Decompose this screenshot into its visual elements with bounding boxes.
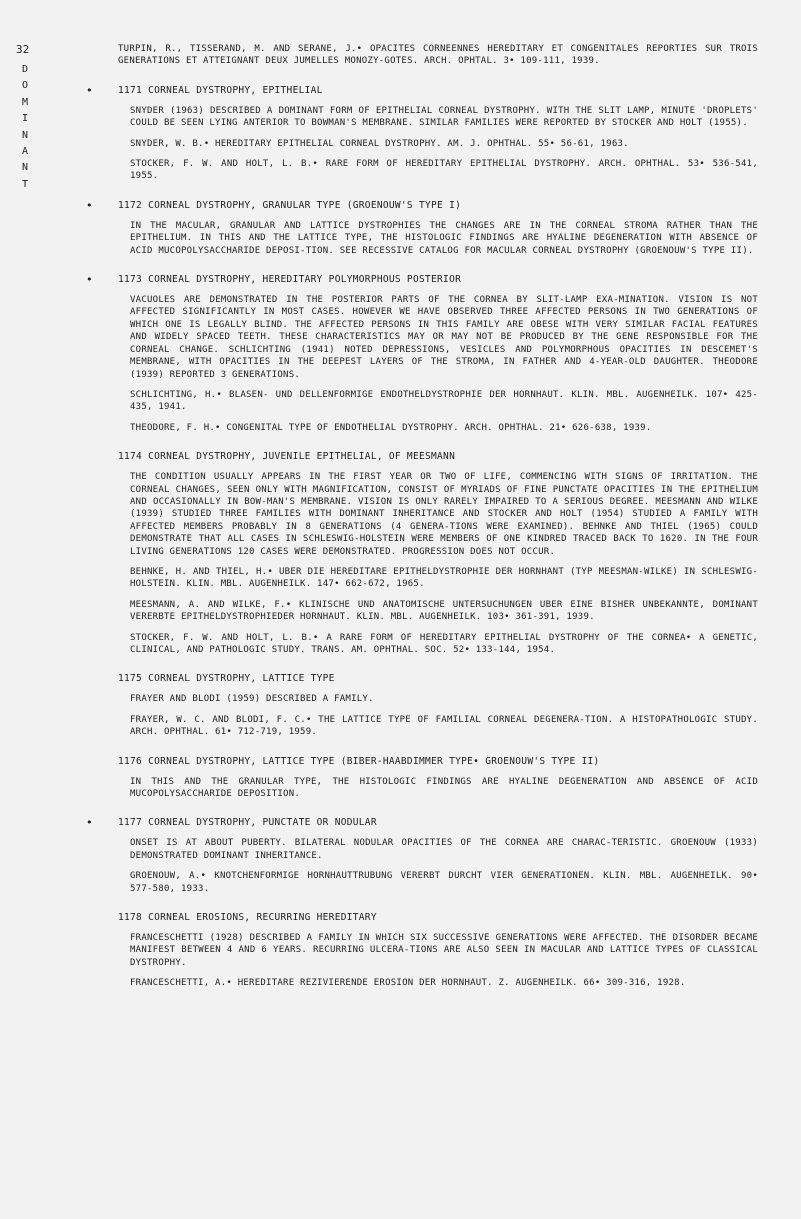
entry-description: VACUOLES ARE DEMONSTRATED IN THE POSTERIOR PARTS OF THE CORNEA BY SLIT-LAMP EXA-MINATION. VISION IS NOT AFFECTED SIGNIFICANTLY IN MOST CASES. HOWEVER WE HAVE OBSERVED THREE AFFECTED PERSONS IN TWO GENERATIONS OF WHICH ONE IS LEGALLY BLIND. THE AFFECTED PERSONS IN THIS FAMILY ARE OBESE WITH VERY SIMILAR FACIAL FEATURES AND WIDELY SPACED TEETH. THESE CHARACTERISTICS MAY OR MAY NOT BE PRODUCED BY THE GENE RESPONSIBLE FOR THE CORNEAL CHANGE. SCHLICHTING (1941) NOTED DEPRESSIONS, VESICLES AND POLYMORPHOUS OPACITIES IN DESCEMET'S MEMBRANE, WITH OPACITIES IN THE DEEPEST LAYERS OF THE STROMA, IN FATHER AND 4-YEAR-OLD DAUGHTER. THEODORE (1939) REPORTED 3 GENERATIONS. (130, 295, 758, 380)
page-number: 32 (16, 43, 30, 56)
entry-description: SNYDER (1963) DESCRIBED A DOMINANT FORM OF EPITHELIAL CORNEAL DYSTROPHY. WITH THE SLIT LAMP, MINUTE 'DROPLETS' COULD BE SEEN LYING ANTERIOR TO BOWMAN'S MEMBRANE. SIMILAR FAMILIES WERE REPORTED BY STOCKER AND HOLT (1955). (130, 105, 758, 129)
entry-description: THE CONDITION USUALLY APPEARS IN THE FIRST YEAR OR TWO OF LIFE, COMMENCING WITH SIGNS OF IRRITATION. THE CORNEAL CHANGES, SEEN ONLY WITH MAGNIFICATION, CONSIST OF MYRIADS OF FINE PUNCTATE OPACITIES IN THE EPITHELIUM AND OCCASIONALLY IN BOW-MAN'S MEMBRANE. VISION IS ONLY RARELY IMPAIRED TO A SERIOUS DEGREE. MEESMANN AND WILKE (1939) STUDIED THREE FAMILIES WITH DOMINANT INHERITANCE AND STOCKER AND HOLT (1954) STUDIED A FAMILY WITH AFFECTED MEMBERS PROBABLY IN 8 GENERATIONS (4 GENERA-TIONS WERE EXAMINED). BEHNKE AND THIEL (1965) COULD DEMONSTRATE THAT ALL CASES IN SCHLESWIG-HOLSTEIN WERE MEMBERS OF ONE KINDRED TRACED BACK TO 1620. IN THE FOUR LIVING GENERATIONS 120 CASES WERE DEMONSTRATED. PROGRESSION DOES NOT OCCUR. (130, 472, 758, 557)
entry-heading: 1172 CORNEAL DYSTROPHY, GRANULAR TYPE (GROENOUW'S TYPE I) (118, 199, 462, 211)
entry-heading: 1177 CORNEAL DYSTROPHY, PUNCTATE OR NODULAR (118, 817, 377, 829)
entry-reference: STOCKER, F. W. AND HOLT, L. B.• RARE FORM OF HEREDITARY EPITHELIAL DYSTROPHY. ARCH. OPHTHAL. 53• 536-541, 1955. (130, 159, 758, 182)
entry-description: ONSET IS AT ABOUT PUBERTY. BILATERAL NODULAR OPACITIES OF THE CORNEA ARE CHARAC-TERISTIC. GROENOUW (1933) DEMONSTRATED DOMINANT INHERITANCE. (130, 838, 758, 861)
side-letter: D (21, 64, 29, 75)
catalog-entries (86, 83, 758, 990)
entry-heading: 1176 CORNEAL DYSTROPHY, LATTICE TYPE (BIBER-HAABDIMMER TYPE• GROENOUW'S TYPE II) (118, 755, 600, 767)
entry-body (118, 220, 758, 257)
side-letter: A (21, 146, 29, 158)
entry-reference: FRANCESCHETTI, A.• HEREDITARE REZIVIERENDE EROSION DER HORNHAUT. Z. AUGENHEILK. 66• 309-316, 1928. (130, 978, 686, 989)
catalog-entry (86, 198, 758, 257)
catalog-entry (118, 672, 758, 738)
entry-heading: 1171 CORNEAL DYSTROPHY, EPITHELIAL (118, 84, 323, 96)
entry-marker: • (86, 198, 93, 212)
entry-reference: SCHLICHTING, H.• BLASEN- UND DELLENFORMIGE ENDOTHELDYSTROPHIE DER HORNHAUT. KLIN. MBL. AUGENHEILK. 107• 425-435, 1941. (130, 389, 758, 413)
entry-reference: BEHNKE, H. AND THIEL, H.• UBER DIE HEREDITARE EPITHELDYSTROPHIE DER HORNHANT (TYP MEESMAN-WILKE) IN SCHLESWIG-HOLSTEIN. KLIN. MBL. AUGENHEILK. 147• 662-672, 1965. (130, 566, 758, 590)
entry-reference: SNYDER, W. B.• HEREDITARY EPITHELIAL CORNEAL DYSTROPHY. AM. J. OPHTHAL. 55• 56-61, 1963. (130, 138, 629, 149)
entry-reference: STOCKER, F. W. AND HOLT, L. B.• A RARE FORM OF HEREDITARY EPITHELIAL DYSTROPHY OF THE CORNEA• A GENETIC, CLINICAL, AND PATHOLOGIC STUDY. TRANS. AM. OPHTHAL. SOC. 52• 133-144, 1954. (130, 632, 758, 655)
side-letter: O (21, 80, 29, 92)
entry-description: FRANCESCHETTI (1928) DESCRIBED A FAMILY IN WHICH SIX SUCCESSIVE GENERATIONS WERE AFFECTED. THE DISORDER BECAME MANIFEST BETWEEN 4 AND 6 YEARS. RECURRING ULCERA-TIONS ARE ALSO SEEN IN MACULAR AND LATTICE TYPES OF CLASSICAL DYSTROPHY. (130, 933, 758, 968)
side-letter: T (21, 178, 29, 190)
catalog-entry (86, 816, 758, 895)
entry-body (118, 294, 758, 434)
entry-reference: THEODORE, F. H.• CONGENITAL TYPE OF ENDOTHELIAL DYSTROPHY. ARCH. OPHTHAL. 21• 626-638, 1939. (130, 422, 652, 433)
entry-reference: GROENOUW, A.• KNOTCHENFORMIGE HORNHAUTTRUBUNG VERERBT DURCHT VIER GENERATIONEN. KLIN. MBL. AUGENHEILK. 90• 577-580, 1933. (130, 871, 758, 894)
entry-marker: • (86, 273, 93, 287)
entry-body (118, 837, 758, 895)
catalog-entry (86, 273, 758, 434)
entry-marker: • (86, 83, 93, 97)
catalog-column (86, 43, 758, 990)
entry-heading: 1175 CORNEAL DYSTROPHY, LATTICE TYPE (118, 673, 335, 685)
catalog-entry (86, 83, 758, 183)
entry-description: IN THE MACULAR, GRANULAR AND LATTICE DYSTROPHIES THE CHANGES ARE IN THE CORNEAL STROMA RATHER THAN THE EPITHELIUM. IN THIS AND THE LATTICE TYPE, THE HISTOLOGIC FINDINGS ARE HYALINE DEGENERATION WITH ABSENCE OF ACID MUCOPOLYSACCHARIDE DEPOSI-TION. SEE RECESSIVE CATALOG FOR MACULAR CORNEAL DYSTROPHY (GROENOUW'S TYPE II). (130, 220, 758, 256)
entry-heading: 1178 CORNEAL EROSIONS, RECURRING HEREDITARY (118, 912, 377, 924)
entry-body (118, 471, 758, 656)
entry-heading: 1174 CORNEAL DYSTROPHY, JUVENILE EPITHELIAL, OF MEESMANN (118, 451, 456, 463)
entry-body (118, 932, 758, 990)
side-margin-letters (19, 62, 31, 193)
entry-description: IN THIS AND THE GRANULAR TYPE, THE HISTOLOGIC FINDINGS ARE HYALINE DEGENERATION AND ABSENCE OF ACID MUCOPOLYSACCHARIDE DEPOSITION. (130, 776, 758, 800)
catalog-entry (118, 755, 758, 801)
side-letter: N (21, 162, 29, 174)
entry-body (118, 105, 758, 183)
entry-description: FRAYER AND BLODI (1959) DESCRIBED A FAMILY. (130, 694, 374, 705)
side-letter: N (21, 129, 29, 141)
intro-reference (118, 43, 758, 68)
catalog-entry (118, 450, 758, 656)
entry-reference: FRAYER, W. C. AND BLODI, F. C.• THE LATTICE TYPE OF FAMILIAL CORNEAL DEGENERA-TION. A HISTOPATHOLOGIC STUDY. ARCH. OPHTHAL. 61• 712-719, 1959. (130, 714, 758, 738)
entry-heading: 1173 CORNEAL DYSTROPHY, HEREDITARY POLYMORPHOUS POSTERIOR (118, 274, 462, 286)
catalog-entry (118, 911, 758, 990)
reference-text: TURPIN, R., TISSERAND, M. AND SERANE, J.• OPACITES CORNEENNES HEREDITARY ET CONGENITALES REPORTIES SUR TROIS GENERATIONS ET ATTEIGNANT DEUX JUMELLES MONOZY-GOTES. ARCH. OPHTAL. 3• 109-111, 1939. (118, 44, 758, 67)
side-letter: M (21, 96, 29, 108)
entry-marker: • (86, 816, 93, 830)
entry-reference: MEESMANN, A. AND WILKE, F.• KLINISCHE UND ANATOMISCHE UNTERSUCHUNGEN UBER EINE BISHER UNBEKANNTE, DOMINANT VERERBTE EPITHELDYSTROPHIEDER HORNHAUT. KLIN. MBL. AUGENHEILK. 103• 361-391, 1939. (130, 599, 758, 623)
entry-body (118, 693, 758, 738)
side-letter: I (21, 113, 29, 125)
entry-body (118, 776, 758, 801)
